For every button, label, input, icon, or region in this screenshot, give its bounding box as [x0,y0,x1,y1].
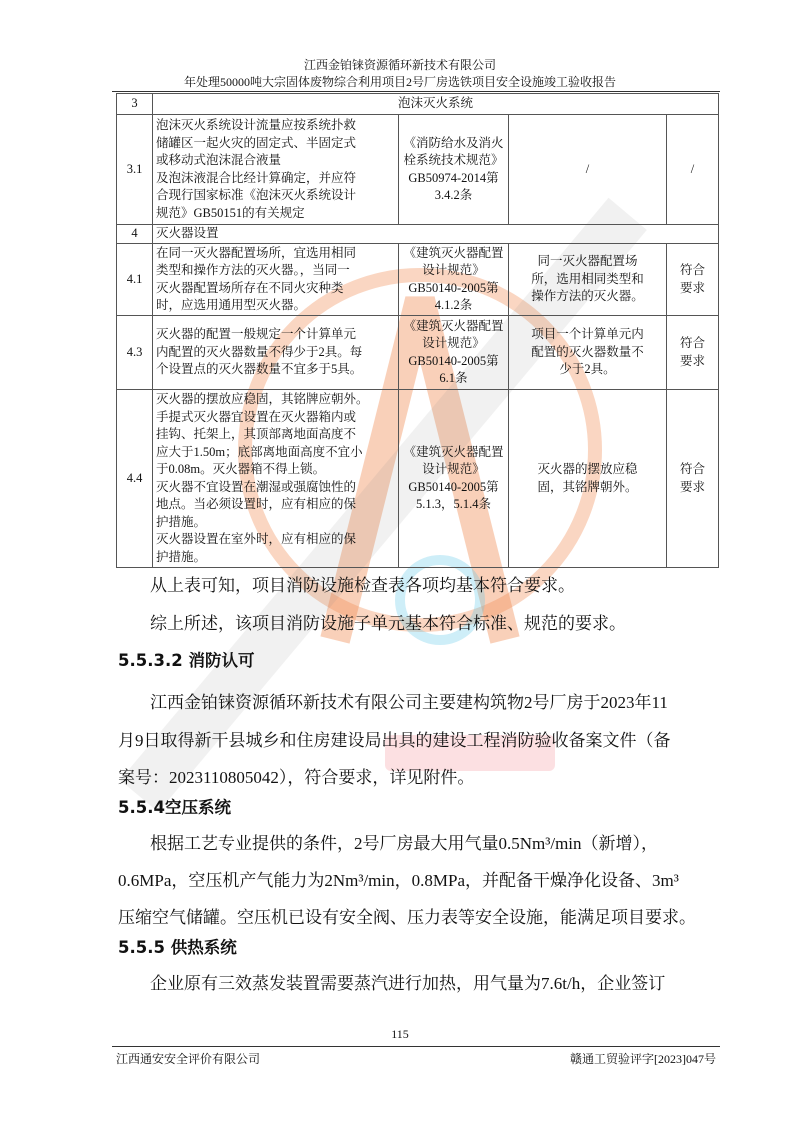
table-row [117,244,719,316]
footer-doc-number: 赣通工贸验评字[2023]047号 [570,1052,716,1066]
result-cell: 符合 要求 [667,390,719,568]
row-number: 4.4 [117,390,153,568]
result-cell: / [667,115,719,225]
paragraph-line: 案号：2023110805042），符合要求，详见附件。 [118,768,475,787]
basis-cell: 《消防给水及消火 栓系统技术规范》 GB50974-2014第 3.4.2条 [399,115,509,225]
actual-cell: 项目一个计算单元内 配置的灭火器数量不 少于2具。 [509,316,667,390]
actual-cell: 同一灭火器配置场 所，选用相同类型和 操作方法的灭火器。 [509,244,667,316]
table-row [117,115,719,225]
section-title: 灭火器设置 [153,225,719,244]
requirement-cell: 泡沫灭火系统设计流量应按系统扑救 储罐区一起火灾的固定式、半固定式 或移动式泡沫混合液量 及泡沫液混合比经计算确定，并应符 合现行国家标准《泡沫灭火系统设计 规范》GB50151的有关规定 [153,115,399,225]
basis-cell: 《建筑灭火器配置 设计规范》 GB50140-2005第 4.1.2条 [399,244,509,316]
requirement-cell: 灭火器的配置一般规定一个计算单元 内配置的灭火器数量不得少于2具。每 个设置点的灭火器数量不宜多于5具。 [153,316,399,390]
footer-rule [112,1046,720,1047]
actual-cell: / [509,115,667,225]
header-report-title: 年处理50000吨大宗固体废物综合利用项目2号厂房选铁项目安全设施竣工验收报告 [183,75,616,89]
fire-facility-checklist-table [116,93,719,568]
table-row [117,316,719,390]
row-number: 3 [117,94,153,115]
section-heading: 5.5.3.2 消防认可 [118,651,255,670]
paragraph-line: 0.6MPa，空压机产气能力为2Nm³/min，0.8MPa，并配备干燥净化设备、3m³ [118,871,679,890]
section-title: 泡沫灭火系统 [153,94,719,115]
result-cell: 符合 要求 [667,316,719,390]
footer-company: 江西通安安全评价有限公司 [116,1052,261,1066]
section-heading: 5.5.4空压系统 [118,798,231,817]
header-company: 江西金铂铼资源循环新技术有限公司 [303,58,496,72]
table-row-section-3 [117,94,719,115]
paragraph: 综上所述，该项目消防设施子单元基本符合标准、规范的要求。 [150,614,626,633]
requirement-cell: 在同一灭火器配置场所，宜选用相同 类型和操作方法的灭火器。，当同一 灭火器配置场所存在不同火灾种类 时，应选用通用型灭火器。 [153,244,399,316]
page-number: 115 [391,1027,409,1041]
row-number: 4.3 [117,316,153,390]
row-number: 3.1 [117,115,153,225]
row-number: 4 [117,225,153,244]
basis-cell: 《建筑灭火器配置 设计规范》 GB50140-2005第 6.1条 [399,316,509,390]
table-row [117,390,719,568]
header-rule [112,91,720,92]
actual-cell: 灭火器的摆放应稳 固，其铭牌朝外。 [509,390,667,568]
paragraph: 从上表可知，项目消防设施检查表各项均基本符合要求。 [150,576,575,595]
paragraph-line: 根据工艺专业提供的条件，2号厂房最大用气量0.5Nm³/min（新增）， [150,834,659,853]
row-number: 4.1 [117,244,153,316]
paragraph-line: 江西金铂铼资源循环新技术有限公司主要建构筑物2号厂房于2023年11 [150,693,668,712]
result-cell: 符合 要求 [667,244,719,316]
section-heading: 5.5.5 供热系统 [118,938,237,957]
paragraph-line: 压缩空气储罐。空压机已设有安全阀、压力表等安全设施，能满足项目要求。 [118,908,696,927]
table-row-section-4 [117,225,719,244]
paragraph-line: 月9日取得新干县城乡和住房建设局出具的建设工程消防验收备案文件（备 [118,731,671,750]
requirement-cell: 灭火器的摆放应稳固，其铭牌应朝外。 手提式灭火器宜设置在灭火器箱内或 挂钩、托架上，其顶部离地面高度不 应大于1.50m；底部离地面高度不宜小 于0.08m。灭火器箱不得上锁。 灭火器不宜设置在潮湿或强腐蚀性的 地点。当必须设置时，应有相应的保 护措施。 灭火器设置在室外时，应有相应的保 护措施。 [153,390,399,568]
paragraph-line: 企业原有三效蒸发装置需要蒸汽进行加热，用气量为7.6t/h，企业签订 [150,974,666,993]
basis-cell: 《建筑灭火器配置 设计规范》 GB50140-2005第 5.1.3，5.1.4条 [399,390,509,568]
